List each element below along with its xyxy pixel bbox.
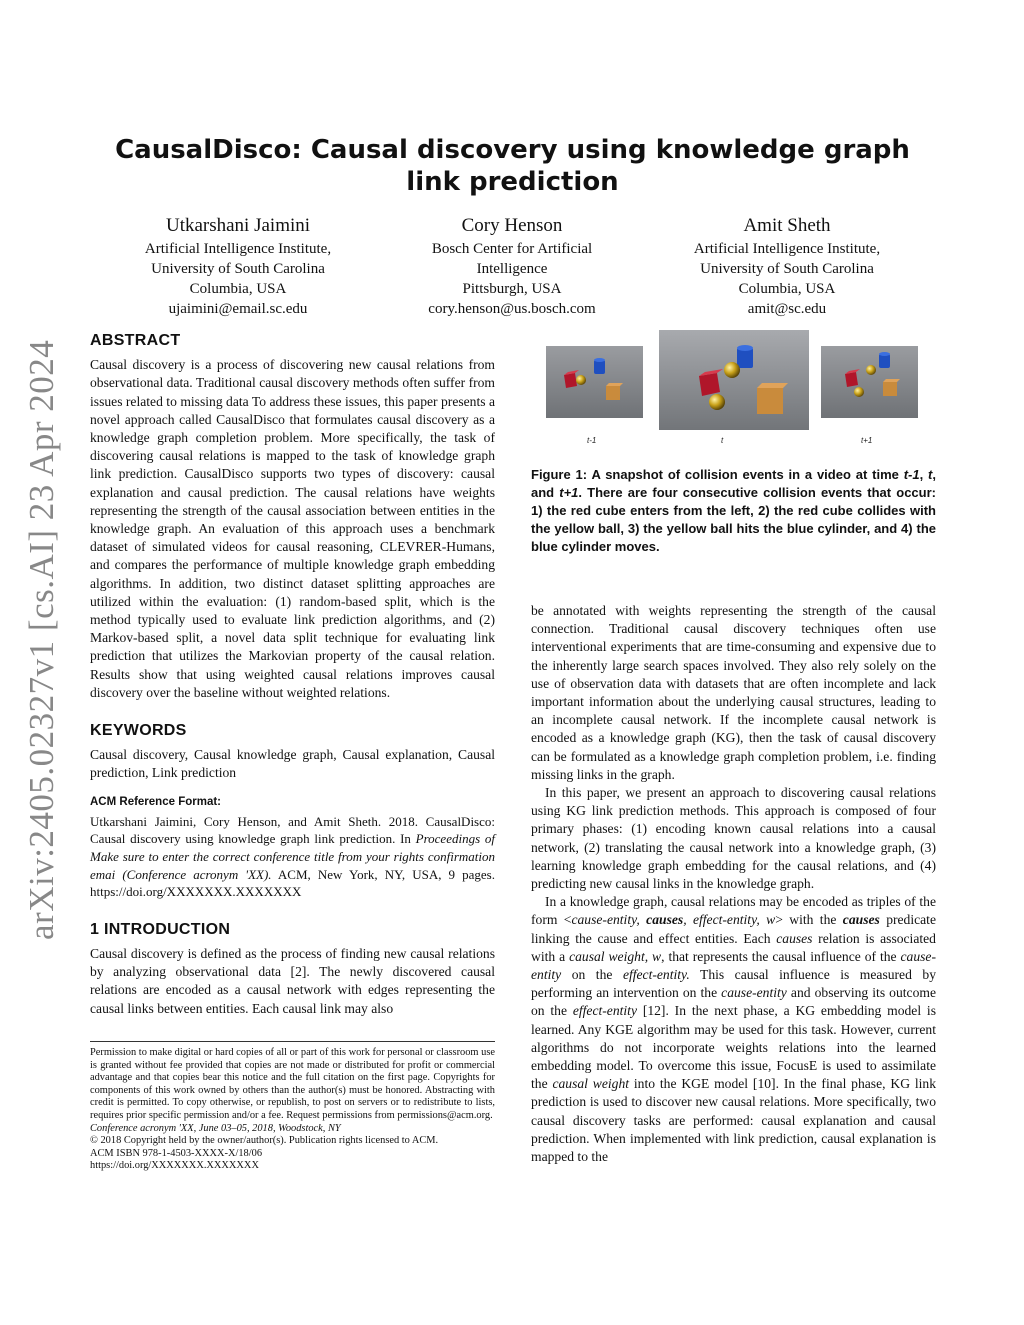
author-affiliation: Artificial Intelligence Institute, (693, 241, 881, 257)
doi-line: https://doi.org/XXXXXXX.XXXXXXX (90, 1160, 259, 1172)
author-affiliation: University of South Carolina (700, 261, 874, 277)
body-paragraph: In this paper, we present an approach to discovering causal relations using KG link prediction methods. This approach is composed of four primary phases: (1) encoding known causal relations into a causal network, (2) translating the causal network into a knowledge graph, (3) learning knowledge graph embedding for the causal relations, and (4) predicting new causal links in the knowledge graph. (531, 785, 936, 892)
author-affiliation: Intelligence (476, 261, 548, 277)
intro-text: Causal discovery is defined as the process of finding new causal relations by analyzing observational data [2]. The newly discovered causal relations are encoded as a causal network with edges representing the causal links between entities. Each causal link may also (90, 946, 495, 1016)
author-location: Pittsburgh, USA (462, 281, 562, 297)
author-affiliation: Artificial Intelligence Institute, (144, 241, 332, 257)
author-affiliation: Bosch Center for Artificial (431, 241, 593, 257)
isbn-line: ACM ISBN 978-1-4503-XXXX-X/18/06 (90, 1147, 263, 1159)
author-block (98, 214, 378, 319)
acm-ref-heading: ACM Reference Format: (90, 795, 221, 808)
right-column (531, 602, 936, 1166)
abstract-text: Causal discovery is a process of discovering new causal relations from observational data. Traditional causal discovery methods often suffer from issues related to missing data To address these issues, this paper presents a novel approach called CausalDisco that formulates causal discovery as a knowledge graph completion problem. More specifically, the task of discovering causal relations is mapped to the task of knowledge graph link prediction. CausalDisco supports two types of discovery: causal explanation and causal prediction. The causal relations have weights representing the strength of the causal association between entities in the knowledge graph. An evaluation of this approach uses a benchmark dataset of simulated videos for causal reasoning, CLEVRER-Humans, and compares the performance of multiple knowledge graph embedding algorithms. In addition, two distinct dataset splitting approaches are utilized within the evaluation: (1) random-based split, which is the method typically used to evaluate link prediction algorithms, and (2) Markov-based split, a novel data split technique for evaluating link prediction that utilizes the Markovian property of the causal relation. Results show that using weighted causal relations improves causal discovery over the baseline without weighted relations. (90, 357, 495, 700)
frame-label-t: t (721, 436, 724, 445)
author-name: Cory Henson (461, 215, 563, 236)
author-affiliation: University of South Carolina (151, 261, 325, 277)
figure-1 (531, 330, 936, 448)
author-email: cory.henson@us.bosch.com (428, 301, 596, 317)
intro-heading: 1 INTRODUCTION (90, 920, 231, 938)
video-frame-t-plus-1 (821, 346, 918, 418)
author-email: amit@sc.edu (747, 301, 827, 317)
keywords-text: Causal discovery, Causal knowledge graph, Causal explanation, Causal prediction, Link prediction (90, 747, 495, 781)
left-column (90, 332, 495, 1018)
author-block (647, 214, 927, 319)
body-paragraph: In a knowledge graph, causal relations may be encoded as triples of the form <cause-entity, causes, effect-entity, w> with the causes predicate linking the cause and effect entities. Each causes relation is associated with a causal weight, w, that represents the causal influence of the cause-entity on the effect-entity. This causal influence is measured by performing an intervention on the cause-entity and observing its outcome on the effect-entity [12]. In the next phase, a KG embedding model is learned. Any KGE algorithm may be used for this task. However, current algorithms do not incorporate weights relations into the learned embedding model. To overcome this issue, FocusE is used to assimilate the causal weight into the KGE model [10]. In the final phase, KG link prediction is used to discover new causal relations. More specifically, two causal discovery tasks are performed: causal explanation and causal prediction. When implemented with link prediction, causal explanation is mapped to the (531, 894, 936, 1165)
permission-footnote (90, 1041, 495, 1173)
figure-caption: Figure 1: A snapshot of collision events in a video at time t-1, t, and t+1. There are four consecutive collision events that occur: 1) the red cube enters from the left, 2) the red cube collides with the yellow ball, 3) the yellow ball hits the blue cylinder, and 4) the blue cylinder moves. (531, 467, 936, 554)
video-frame-t (659, 330, 809, 430)
author-location: Columbia, USA (189, 281, 287, 297)
frame-label-t-plus-1: t+1 (861, 436, 873, 445)
conference-line: Conference acronym 'XX, June 03–05, 2018, Woodstock, NY (90, 1122, 341, 1134)
permission-text: Permission to make digital or hard copies of all or part of this work for personal or classroom use is granted without fee provided that copies are not made or distributed for profit or commercial advantage and that copies bear this notice and the full citation on the first page. Copyrights for components of this work owned by others than the author(s) must be honored. Abstracting with credit is permitted. To copy otherwise, or republish, to post on servers or to redistribute to lists, requires prior specific permission and/or a fee. Request permissions from permissions@acm.org. (90, 1047, 495, 1121)
keywords-heading: KEYWORDS (90, 722, 187, 740)
author-name: Amit Sheth (743, 215, 831, 236)
author-name: Utkarshani Jaimini (165, 215, 311, 236)
paper-title: CausalDisco: Causal discovery using knowledge graph link prediction (115, 135, 910, 197)
author-block (372, 214, 652, 319)
video-frame-t-minus-1 (546, 346, 643, 418)
acm-ref-text: Utkarshani Jaimini, Cory Henson, and Amit Sheth. 2018. CausalDisco: Causal discovery using knowledge graph link prediction. In Proceedings of Make sure to enter the correct conference title from your rights confirmation emai (Conference acronym 'XX). ACM, New York, NY, USA, 9 pages. https://doi.org/XXXXXXX.XXXXXXX (90, 813, 495, 900)
frame-label-t-minus-1: t-1 (587, 436, 597, 445)
author-email: ujaimini@email.sc.edu (168, 301, 308, 317)
arxiv-identifier: arXiv:2405.02327v1 [cs.AI] 23 Apr 2024 (22, 339, 61, 940)
body-paragraph: be annotated with weights representing the strength of the causal connection. Traditional causal discovery techniques often use interventional experiments that are time-consuming and expensive due to the inherently large search spaces involved. They also rely solely on the use of observation data with datasets that are often incomplete and lack important information about the underlying causal structures, leading to an incomplete causal network. If the incomplete causal network is encoded as a knowledge graph (KG), then the task of causal discovery can be formulated as a knowledge graph completion problem, i.e. finding missing links in the graph. (531, 603, 936, 782)
author-location: Columbia, USA (738, 281, 836, 297)
abstract-heading: ABSTRACT (90, 332, 181, 349)
copyright-line: © 2018 Copyright held by the owner/author(s). Publication rights licensed to ACM. (90, 1135, 439, 1147)
